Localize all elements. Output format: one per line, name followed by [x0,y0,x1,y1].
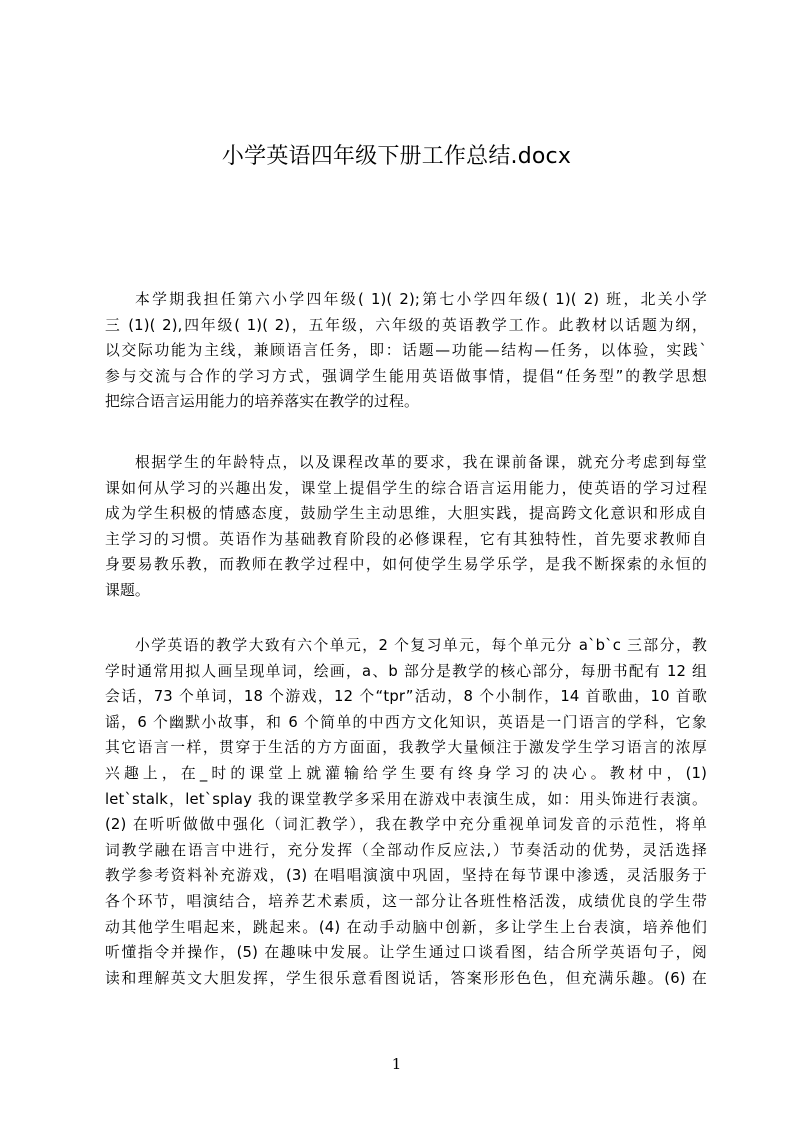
paragraph-line: 主学习的习惯。英语作为基础教育阶段的必修课程，它有其独特性，首先要求教师自 [105,530,707,548]
paragraph-line: 会话，73 个单词，18 个游戏，12 个“tpr”活动，8 个小制作，14 首歌曲，10 首歌 [105,688,707,706]
paragraph-line: 本学期我担任第六小学四年级( 1)( 2);第七小学四年级( 1)( 2) 班，北关小学 [135,291,707,308]
paragraph-line: 课如何从学习的兴趣出发，课堂上提倡学生的综合语言运用能力，使英语的学习过程 [105,479,707,497]
paragraph-line: 以交际功能为主线，兼顾语言任务，即：话题—功能—结构—任务，以体验，实践` [105,342,707,360]
paragraph-line: 成为学生积极的情感态度，鼓励学生主动思维，大胆实践，提高跨文化意识和形成自 [105,505,707,523]
paragraph-line: 听懂指令并操作，(5) 在趣味中发展。让学生通过口谈看图，结合所学英语句子，阅 [105,944,707,962]
paragraph-line: (2) 在听听做做中强化（词汇教学），我在教学中充分重视单词发音的示范性，将单 [105,816,707,834]
paragraph-3 [105,633,707,991]
paragraph-line: 三 (1)( 2),四年级( 1)( 2)，五年级，六年级的英语教学工作。此教材以话题为纲， [105,316,707,334]
paragraph-line: 参与交流与合作的学习方式，强调学生能用英语做事情，提倡“任务型”的教学思想 [105,367,707,385]
paragraph-1 [105,287,707,415]
paragraph-line: 其它语言一样，贯穿于生活的方方面面，我教学大量倾注于激发学生学习语言的浓厚 [105,739,707,757]
paragraph-line: 教学参考资料补充游戏，(3) 在唱唱演演中巩固，坚持在每节课中渗透，灵活服务于 [105,867,707,885]
paragraph-line: 谣，6 个幽默小故事，和 6 个简单的中西方文化知识，英语是一门语言的学科，它象 [105,713,707,731]
paragraph-line: 根据学生的年龄特点，以及课程改革的要求，我在课前备课，就充分考虑到每堂 [135,454,707,471]
paragraph-2 [105,450,707,604]
paragraph-line: 词教学融在语言中进行，充分发挥（全部动作反应法,）节奏活动的优势，灵活选择 [105,841,707,859]
document-title: 小学英语四年级下册工作总结.docx [221,144,572,169]
paragraph-line: 兴趣上，在_时的课堂上就灌输给学生要有终身学习的决心。教材中，(1) [105,764,707,782]
paragraph-line: 身要易教乐教，而教师在教学过程中，如何使学生易学乐学，是我不断探索的永恒的 [105,556,707,574]
paragraph-line: 课题。 [105,581,150,599]
paragraph-line: 把综合语言运用能力的培养落实在教学的过程。 [105,393,419,411]
paragraph-line: 各个环节，唱演结合，培养艺术素质，这一部分让各班性格活泼，成绩优良的学生带 [105,892,707,910]
paragraph-line: 学时通常用拟人画呈现单词，绘画，a、b 部分是教学的核心部分，每册书配有 12 组 [105,662,707,680]
paragraph-line: 读和理解英文大胆发挥，学生很乐意看图说话，答案形形色色，但充满乐趣。(6) 在 [105,969,707,987]
page-number: 1 [391,1055,402,1073]
paragraph-line: let`stalk，let`splay 我的课堂教学多采用在游戏中表演生成，如：用头饰进行表演。 [105,790,707,808]
paragraph-line: 动其他学生唱起来，跳起来。(4) 在动手动脑中创新，多让学生上台表演，培养他们 [105,918,707,936]
paragraph-line: 小学英语的教学大致有六个单元，2 个复习单元，每个单元分 a`b`c 三部分，教 [135,637,707,654]
